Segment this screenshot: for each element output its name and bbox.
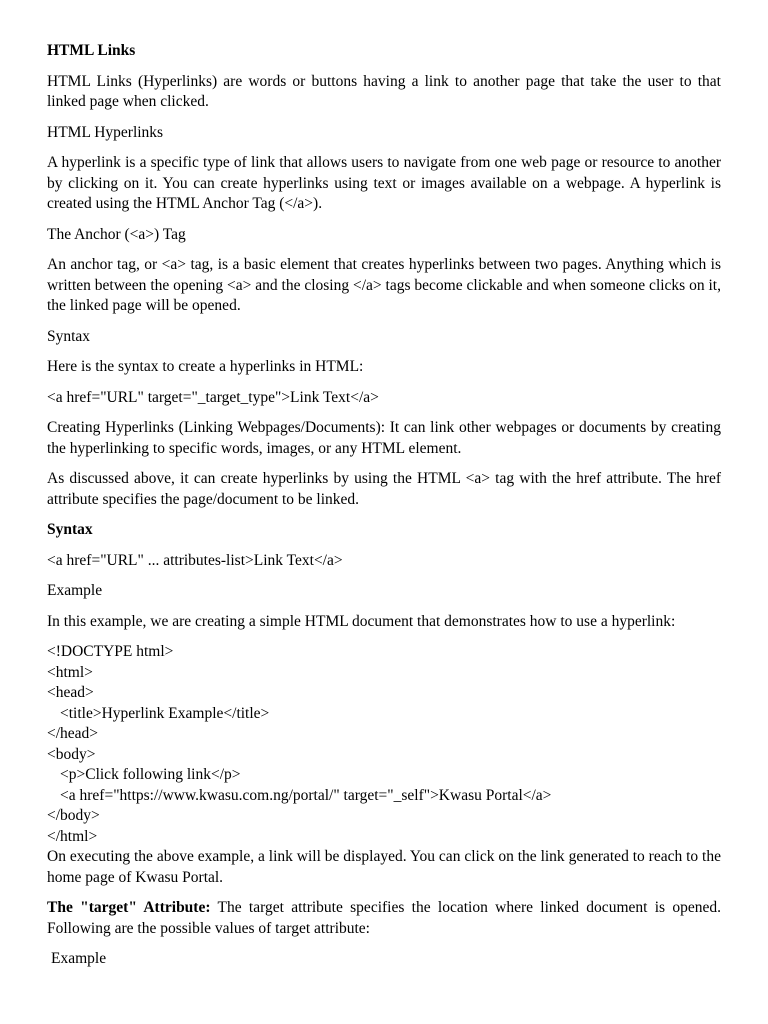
example-label: Example [47,582,103,599]
syntax-code: <a href="URL" target="_target_type">Link Text</a> [47,388,379,406]
code-line-title: <title>Hyperlink Example</title> [60,704,270,722]
code-line-body-close: </body> [47,807,100,824]
code-line-anchor: <a href="https://www.kwasu.com.ng/portal/" target="_self">Kwasu Portal</a> [60,786,552,804]
intro-paragraph: HTML Links (Hyperlinks) are words or buttons having a link to another page that take the user to that linked page when clicked. [47,72,721,110]
code-line-doctype: <!DOCTYPE html> [47,643,174,660]
anchor-heading: The Anchor (<a>) Tag [47,225,186,243]
hyperlinks-paragraph: A hyperlink is a specific type of link that allows users to navigate from one web page or resource to another by clicking on it. You can create hyperlinks using text or images available on a webpage. A hyperlink is created using the HTML Anchor Tag (</a>). [47,154,721,212]
syntax-intro: Here is the syntax to create a hyperlinks in HTML: [47,358,364,375]
example2-label: Example [51,950,107,967]
code-line-body-open: <body> [47,745,96,763]
syntax2-code: <a href="URL" ... attributes-list>Link Text</a> [47,551,343,569]
target-attribute-text: The target attribute specifies the location where linked document is opened. Following are the possible values of target attribute: [47,899,721,937]
code-line-head-open: <head> [47,684,94,701]
page-title: HTML Links [47,42,136,59]
document-content [47,41,721,980]
target-paragraph [47,898,721,939]
example-intro: In this example, we are creating a simple HTML document that demonstrates how to use a hyperlink: [47,612,676,630]
code-block [47,642,721,847]
target-attribute-heading: The "target" Attribute: [47,899,211,916]
code-line-html-close: </html> [47,827,98,845]
code-line-html-open: <html> [47,663,93,681]
anchor-paragraph: An anchor tag, or <a> tag, is a basic element that creates hyperlinks between two pages. Anything which is written between the opening <a> and the closing </a> tags become clickable and when someone clicks on it, the linked page will be opened. [47,256,721,314]
code-line-head-close: </head> [47,725,99,742]
syntax2-label: Syntax [47,521,93,538]
executing-paragraph: On executing the above example, a link will be displayed. You can click on the link generated to reach to the home page of Kwasu Portal. [47,848,721,886]
syntax-label: Syntax [47,327,91,345]
hyperlinks-heading: HTML Hyperlinks [47,123,164,141]
code-line-paragraph: <p>Click following link</p> [60,766,241,783]
creating-paragraph: Creating Hyperlinks (Linking Webpages/Documents): It can link other webpages or documents by creating the hyperlinking to specific words, images, or any HTML element. [47,419,721,457]
discussed-paragraph: As discussed above, it can create hyperlinks by using the HTML <a> tag with the href attribute. The href attribute specifies the page/document to be linked. [47,470,721,508]
